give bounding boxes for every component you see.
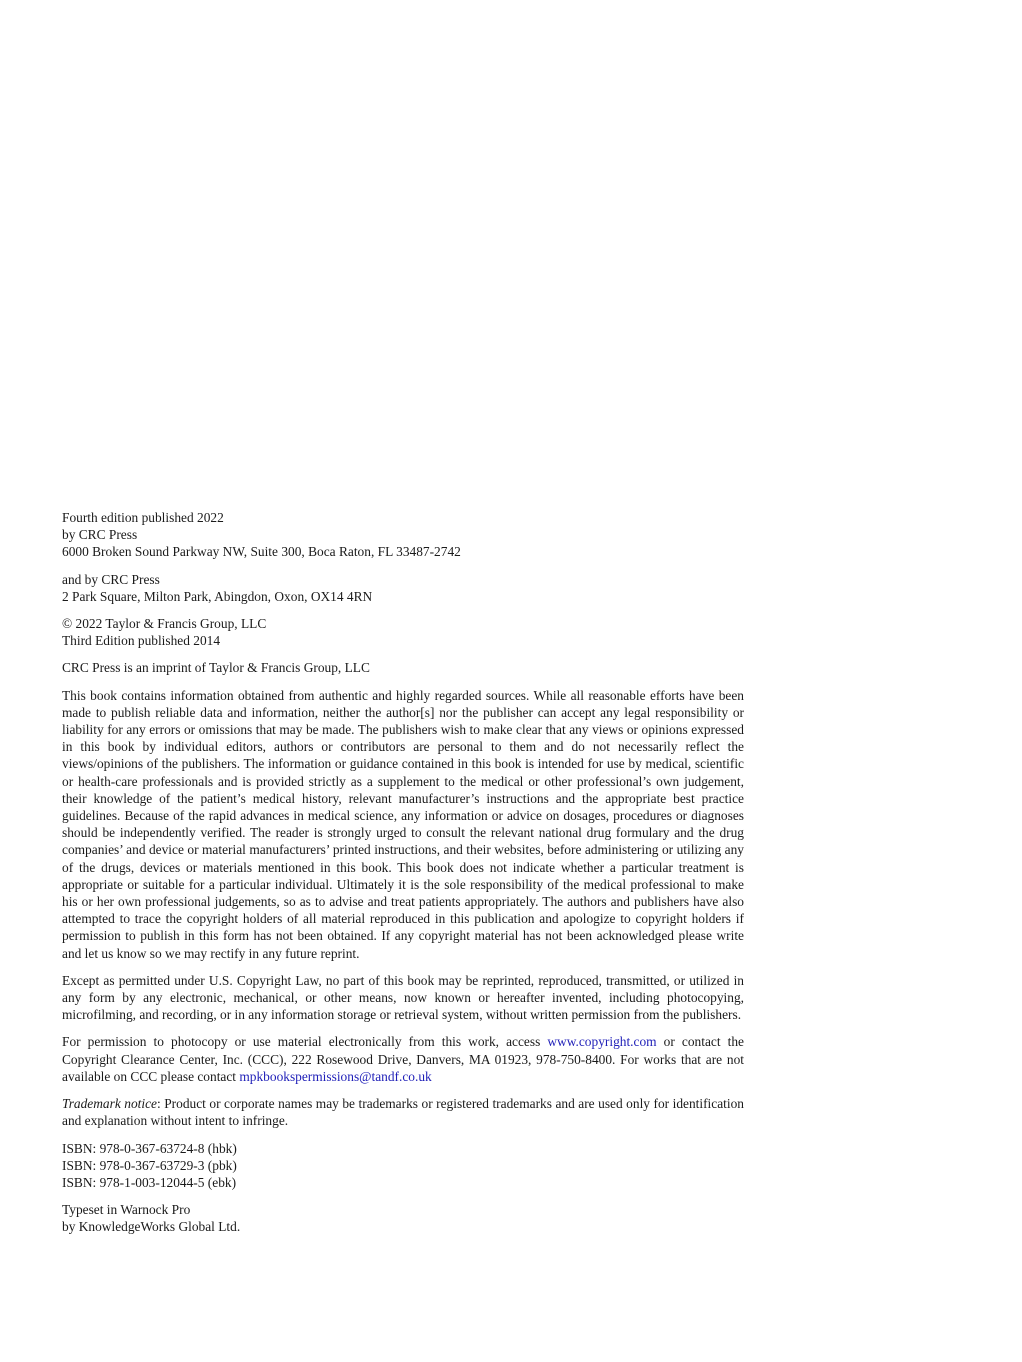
permission-text-1: For permission to photocopy or use material electronically from this work, access xyxy=(62,1034,548,1050)
isbn-pbk: ISBN: 978-0-367-63729-3 (pbk) xyxy=(62,1157,237,1173)
trademark-paragraph xyxy=(62,1095,744,1129)
copyright-page xyxy=(62,509,744,1246)
trademark-text: : Product or corporate names may be trademarks or registered trademarks and are used only for identification and explanation without intent to infringe. xyxy=(62,1096,744,1129)
permission-text-2: or contact the Copyright Clearance Center, Inc. (CCC), 222 Rosewood Drive, Danvers, MA 01923, 978-750-8400. For works that are not available on CCC please contact xyxy=(62,1034,744,1084)
permission-paragraph xyxy=(62,1033,744,1085)
isbn-ebk: ISBN: 978-1-003-12044-5 (ebk) xyxy=(62,1174,237,1190)
isbn-block xyxy=(62,1140,744,1192)
uk-publisher-line: and by CRC Press xyxy=(62,571,160,587)
imprint-block xyxy=(62,659,744,676)
uk-publisher-block xyxy=(62,571,744,605)
previous-edition-line: Third Edition published 2014 xyxy=(62,633,221,649)
edition-line: Fourth edition published 2022 xyxy=(62,510,224,525)
typesetter-line: by KnowledgeWorks Global Ltd. xyxy=(62,1219,241,1235)
permissions-email-link[interactable]: mpkbookspermissions@tandf.co.uk xyxy=(239,1068,432,1084)
typeset-block xyxy=(62,1201,744,1235)
edition-block xyxy=(62,509,744,561)
copyright-law-paragraph: Except as permitted under U.S. Copyright Law, no part of this book may be reprinted, reproduced, transmitted, or utilized in any form by any electronic, mechanical, or other means, now known or hereafter invented, including photocopying, microfilming, and recording, or in any information storage or retrieval system, without written permission from the publishers. xyxy=(62,972,744,1023)
disclaimer-paragraph: This book contains information obtained from authentic and highly regarded sources. While all reasonable efforts have been made to publish reliable data and information, neither the author[s] nor the publisher can accept any legal responsibility or liability for any errors or omissions that may be made. The publishers wish to make clear that any views or opinions expressed in this book by individual editors, authors or contributors are personal to them and do not necessarily reflect the views/opinions of the publishers. The information or guidance contained in this book is intended for use by medical, scientific or health-care professionals and is provided strictly as a supplement to the medical or other professional’s own judgement, their knowledge of the patient’s medical history, relevant manufacturer’s instructions and the appropriate best practice guidelines. Because of the rapid advances in medical science, any information or advice on dosages, procedures or diagnoses should be independently verified. The reader is strongly urged to consult the relevant national drug formulary and the drug companies’ and device or material manufacturers’ printed instructions, and their websites, before administering or utilizing any of the drugs, devices or materials mentioned in this book. This book does not indicate whether a particular treatment is appropriate or suitable for a particular individual. Ultimately it is the sole responsibility of the medical professional to make his or her own professional judgements, so as to advise and treat patients appropriately. The authors and publishers have also attempted to trace the copyright holders of all material reproduced in this publication and apologize to copyright holders if permission to publish in this form has not been obtained. If any copyright material has not been acknowledged please write and let us know so we may rectify in any future reprint. xyxy=(62,687,744,961)
copyright-block xyxy=(62,615,744,649)
trademark-label: Trademark notice xyxy=(62,1096,157,1112)
copyright-line: © 2022 Taylor & Francis Group, LLC xyxy=(62,616,267,632)
publisher-line: by CRC Press xyxy=(62,527,138,543)
copyright-com-link[interactable]: www.copyright.com xyxy=(547,1034,657,1050)
us-address-line: 6000 Broken Sound Parkway NW, Suite 300, Boca Raton, FL 33487-2742 xyxy=(62,544,461,560)
typeset-font-line: Typeset in Warnock Pro xyxy=(62,1202,191,1218)
uk-address-line: 2 Park Square, Milton Park, Abingdon, Oxon, OX14 4RN xyxy=(62,588,373,604)
isbn-hbk: ISBN: 978-0-367-63724-8 (hbk) xyxy=(62,1140,237,1156)
imprint-line: CRC Press is an imprint of Taylor & Francis Group, LLC xyxy=(62,660,370,676)
